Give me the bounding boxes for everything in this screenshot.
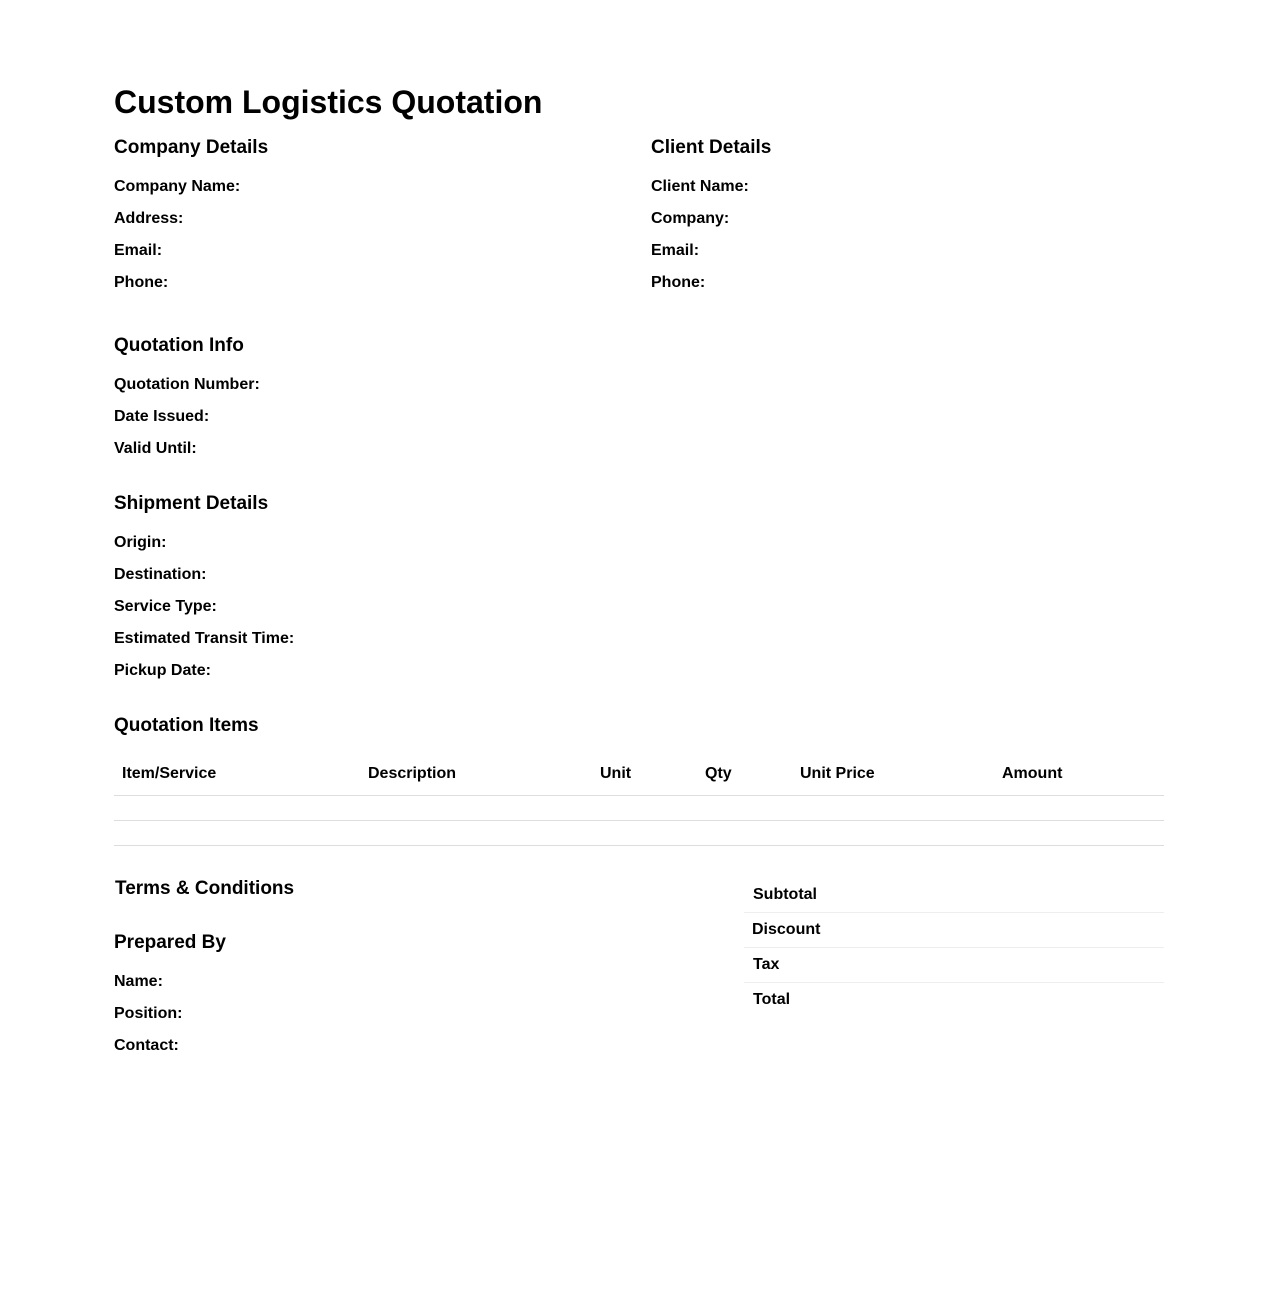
- prepared-contact-label: Contact:: [114, 1037, 179, 1054]
- quotation-items-heading-wrap: [114, 715, 259, 737]
- page-title: Custom Logistics Quotation: [114, 84, 543, 120]
- column-header-qty: Qty: [705, 765, 732, 782]
- quotation-items-table: [114, 760, 1164, 846]
- prepared-position-label: Position:: [114, 1005, 183, 1022]
- origin-label: Origin:: [114, 534, 167, 551]
- shipment-details-section: [114, 493, 614, 683]
- quotation-info-section: [114, 335, 614, 465]
- column-header-description: Description: [368, 765, 457, 782]
- subtotal-row: [744, 878, 1164, 913]
- company-details-section: [114, 137, 614, 297]
- column-header-item: Item/Service: [122, 765, 217, 782]
- section-heading: Client Details: [651, 137, 772, 158]
- company-email-label: Email:: [114, 242, 163, 259]
- company-name-label: Company Name:: [114, 178, 241, 195]
- section-heading: Quotation Items: [114, 715, 259, 736]
- client-name-label: Client Name:: [651, 178, 749, 195]
- section-heading: Prepared By: [114, 932, 226, 953]
- prepared-by-section: [114, 932, 614, 1062]
- prepared-name-label: Name:: [114, 973, 163, 990]
- table-row: [114, 821, 1164, 846]
- column-header-unit-price: Unit Price: [800, 765, 875, 782]
- quotation-number-label: Quotation Number:: [114, 376, 260, 393]
- company-address-label: Address:: [114, 210, 184, 227]
- totals-table: [744, 878, 1164, 1017]
- column-header-unit: Unit: [600, 765, 632, 782]
- tax-label: Tax: [753, 956, 780, 973]
- tax-row: [744, 948, 1164, 983]
- subtotal-label: Subtotal: [753, 886, 817, 903]
- company-phone-label: Phone:: [114, 274, 169, 291]
- column-header-amount: Amount: [1002, 765, 1063, 782]
- service-type-label: Service Type:: [114, 598, 217, 615]
- destination-label: Destination:: [114, 566, 207, 583]
- valid-until-label: Valid Until:: [114, 440, 197, 457]
- terms-section: [115, 878, 294, 900]
- pickup-date-label: Pickup Date:: [114, 662, 211, 679]
- discount-label: Discount: [752, 921, 821, 938]
- section-heading: Company Details: [114, 137, 269, 158]
- client-details-section: [651, 137, 1151, 297]
- discount-row: [744, 913, 1164, 948]
- date-issued-label: Date Issued:: [114, 408, 210, 425]
- client-phone-label: Phone:: [651, 274, 706, 291]
- table-row: [114, 796, 1164, 821]
- table-header: [114, 760, 1164, 796]
- section-heading: Quotation Info: [114, 335, 244, 356]
- client-company-label: Company:: [651, 210, 730, 227]
- section-heading: Shipment Details: [114, 493, 269, 514]
- section-heading: Terms & Conditions: [115, 878, 295, 899]
- total-row: [744, 983, 1164, 1017]
- total-label: Total: [753, 991, 791, 1008]
- transit-time-label: Estimated Transit Time:: [114, 630, 295, 647]
- client-email-label: Email:: [651, 242, 700, 259]
